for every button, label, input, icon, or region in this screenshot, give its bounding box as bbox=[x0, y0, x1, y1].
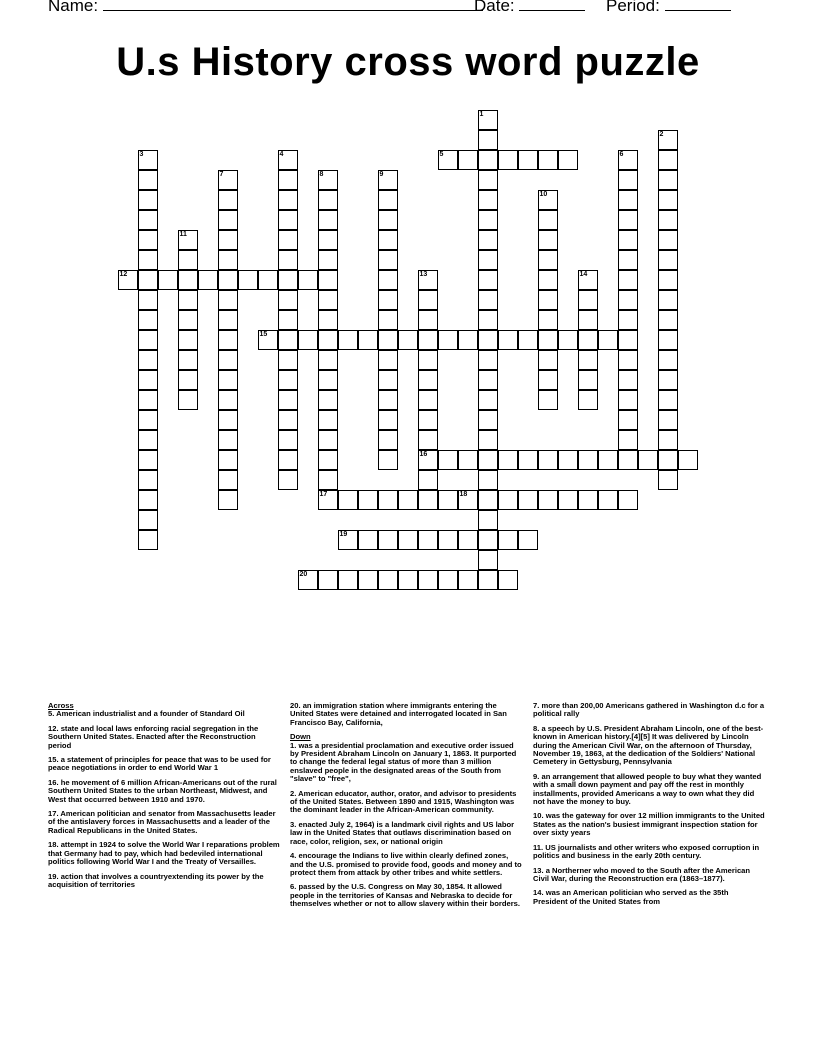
grid-cell[interactable] bbox=[518, 330, 538, 350]
grid-cell[interactable] bbox=[658, 430, 678, 450]
grid-cell[interactable] bbox=[378, 350, 398, 370]
grid-cell[interactable] bbox=[218, 270, 238, 290]
grid-cell[interactable] bbox=[138, 530, 158, 550]
grid-cell[interactable] bbox=[318, 430, 338, 450]
cell-number: 15 bbox=[259, 330, 268, 338]
grid-cell[interactable] bbox=[378, 330, 398, 350]
grid-cell[interactable] bbox=[318, 570, 338, 590]
clue-down-2: 2. American educator, author, orator, and advisor to presidents of the United States. Between 1890 and 1915, Washington was the dominant leader in the African-American community. bbox=[290, 788, 517, 815]
clue-across-15: 15. a statement of principles for peace that was to be used for peace negotiations in order to end World War 1 bbox=[48, 755, 271, 773]
grid-cell[interactable] bbox=[618, 390, 638, 410]
down-heading: Down bbox=[290, 732, 311, 742]
grid-cell[interactable] bbox=[618, 490, 638, 510]
grid-cell[interactable] bbox=[278, 330, 298, 350]
grid-cell[interactable] bbox=[218, 430, 238, 450]
clue-down-7: 7. more than 200,00 Americans gathered in Washington d.c for a political rally bbox=[533, 701, 765, 719]
grid-cell[interactable] bbox=[478, 430, 498, 450]
grid-cell[interactable] bbox=[198, 270, 218, 290]
cell-number: 16 bbox=[419, 450, 428, 458]
grid-cell[interactable] bbox=[138, 190, 158, 210]
grid-cell[interactable] bbox=[478, 530, 498, 550]
grid-cell[interactable] bbox=[658, 230, 678, 250]
cell-number: 17 bbox=[319, 490, 328, 498]
grid-cell[interactable] bbox=[478, 470, 498, 490]
grid-cell[interactable] bbox=[138, 490, 158, 510]
grid-cell[interactable] bbox=[538, 450, 558, 470]
grid-cell[interactable] bbox=[138, 150, 158, 170]
grid-cell[interactable] bbox=[618, 350, 638, 370]
grid-cell[interactable] bbox=[478, 290, 498, 310]
grid-cell[interactable] bbox=[478, 450, 498, 470]
grid-cell[interactable] bbox=[418, 290, 438, 310]
grid-cell[interactable] bbox=[438, 530, 458, 550]
grid-cell[interactable] bbox=[658, 450, 678, 470]
grid-cell[interactable] bbox=[438, 450, 458, 470]
grid-cell[interactable] bbox=[378, 190, 398, 210]
grid-cell[interactable] bbox=[138, 210, 158, 230]
grid-cell[interactable] bbox=[218, 450, 238, 470]
grid-cell[interactable] bbox=[278, 230, 298, 250]
name-label: Name: bbox=[48, 0, 99, 15]
grid-cell[interactable] bbox=[378, 490, 398, 510]
grid-cell[interactable] bbox=[138, 370, 158, 390]
cell-number: 7 bbox=[219, 170, 224, 178]
grid-cell[interactable] bbox=[598, 330, 618, 350]
grid-cell[interactable] bbox=[218, 250, 238, 270]
grid-cell[interactable] bbox=[118, 270, 138, 290]
grid-cell[interactable] bbox=[478, 390, 498, 410]
grid-cell[interactable] bbox=[558, 330, 578, 350]
grid-cell[interactable] bbox=[658, 210, 678, 230]
grid-cell[interactable] bbox=[478, 170, 498, 190]
grid-cell[interactable] bbox=[438, 150, 458, 170]
grid-cell[interactable] bbox=[218, 210, 238, 230]
grid-cell[interactable] bbox=[658, 170, 678, 190]
grid-cell[interactable] bbox=[538, 490, 558, 510]
grid-cell[interactable] bbox=[658, 350, 678, 370]
grid-cell[interactable] bbox=[618, 410, 638, 430]
date-label: Date: bbox=[474, 0, 515, 15]
clue-down-11: 11. US journalists and other writers who exposed corruption in politics and business in the early 20th century. bbox=[533, 842, 760, 861]
clue-across-18: 18. attempt in 1924 to solve the World War I reparations problem that Germany had to pay, which had bedeviled international politics following World War I and the Treaty of Versailles. bbox=[48, 840, 280, 867]
grid-cell[interactable] bbox=[318, 210, 338, 230]
grid-cell[interactable] bbox=[138, 170, 158, 190]
grid-cell[interactable] bbox=[618, 210, 638, 230]
grid-cell[interactable] bbox=[278, 390, 298, 410]
cell-number: 19 bbox=[339, 530, 348, 538]
grid-cell[interactable] bbox=[518, 450, 538, 470]
grid-cell[interactable] bbox=[278, 470, 298, 490]
grid-cell[interactable] bbox=[498, 330, 518, 350]
grid-cell[interactable] bbox=[478, 150, 498, 170]
grid-cell[interactable] bbox=[138, 450, 158, 470]
grid-cell[interactable] bbox=[378, 290, 398, 310]
grid-cell[interactable] bbox=[318, 490, 338, 510]
grid-cell[interactable] bbox=[358, 530, 378, 550]
grid-cell[interactable] bbox=[478, 230, 498, 250]
grid-cell[interactable] bbox=[498, 490, 518, 510]
grid-cell[interactable] bbox=[538, 310, 558, 330]
grid-cell[interactable] bbox=[218, 410, 238, 430]
clue-down-14: 14. was an American politician who served as the 35th President of the United States from bbox=[533, 888, 729, 906]
cell-number: 4 bbox=[279, 150, 284, 158]
grid-cell[interactable] bbox=[658, 130, 678, 150]
grid-cell[interactable] bbox=[618, 330, 638, 350]
grid-cell[interactable] bbox=[178, 330, 198, 350]
grid-cell[interactable] bbox=[378, 410, 398, 430]
grid-cell[interactable] bbox=[658, 470, 678, 490]
grid-cell[interactable] bbox=[138, 310, 158, 330]
grid-cell[interactable] bbox=[618, 450, 638, 470]
grid-cell[interactable] bbox=[418, 430, 438, 450]
grid-cell[interactable] bbox=[238, 270, 258, 290]
grid-cell[interactable] bbox=[178, 350, 198, 370]
grid-cell[interactable] bbox=[678, 450, 698, 470]
grid-cell[interactable] bbox=[418, 490, 438, 510]
grid-cell[interactable] bbox=[478, 330, 498, 350]
page-title: U.s History cross word puzzle bbox=[116, 40, 700, 84]
grid-cell[interactable] bbox=[418, 330, 438, 350]
cell-number: 12 bbox=[119, 270, 128, 278]
grid-cell[interactable] bbox=[378, 370, 398, 390]
clue-down-4: 4. encourage the Indians to live within clearly defined zones, and the U.S. promised to provide food, goods and money and to protect them from attack by other tribes and white settlers. bbox=[290, 851, 522, 877]
cell-number: 6 bbox=[619, 150, 624, 158]
grid-cell[interactable] bbox=[578, 330, 598, 350]
grid-cell[interactable] bbox=[378, 390, 398, 410]
grid-cell[interactable] bbox=[318, 410, 338, 430]
grid-cell[interactable] bbox=[298, 330, 318, 350]
grid-cell[interactable] bbox=[278, 270, 298, 290]
grid-cell[interactable] bbox=[598, 490, 618, 510]
grid-cell[interactable] bbox=[318, 330, 338, 350]
grid-cell[interactable] bbox=[658, 150, 678, 170]
grid-cell[interactable] bbox=[218, 370, 238, 390]
grid-cell[interactable] bbox=[178, 390, 198, 410]
grid-cell[interactable] bbox=[438, 570, 458, 590]
grid-cell[interactable] bbox=[378, 570, 398, 590]
grid-cell[interactable] bbox=[658, 270, 678, 290]
grid-cell[interactable] bbox=[318, 230, 338, 250]
grid-cell[interactable] bbox=[338, 530, 358, 550]
grid-cell[interactable] bbox=[318, 390, 338, 410]
grid-cell[interactable] bbox=[538, 330, 558, 350]
grid-cell[interactable] bbox=[478, 110, 498, 130]
grid-cell[interactable] bbox=[278, 350, 298, 370]
cell-number: 1 bbox=[479, 110, 484, 118]
grid-cell[interactable] bbox=[378, 450, 398, 470]
grid-cell[interactable] bbox=[478, 370, 498, 390]
grid-cell[interactable] bbox=[478, 350, 498, 370]
grid-cell[interactable] bbox=[178, 310, 198, 330]
grid-cell[interactable] bbox=[538, 290, 558, 310]
clue-column-1 bbox=[48, 702, 280, 895]
grid-cell[interactable] bbox=[378, 170, 398, 190]
grid-cell[interactable] bbox=[438, 330, 458, 350]
grid-cell[interactable] bbox=[618, 270, 638, 290]
grid-cell[interactable] bbox=[318, 270, 338, 290]
grid-cell[interactable] bbox=[258, 330, 278, 350]
grid-cell[interactable] bbox=[538, 350, 558, 370]
grid-cell[interactable] bbox=[658, 190, 678, 210]
grid-cell[interactable] bbox=[378, 210, 398, 230]
grid-cell[interactable] bbox=[518, 150, 538, 170]
clue-down-6: 6. passed by the U.S. Congress on May 30, 1854. It allowed people in the territories of Kansas and Nebraska to decide for themselves whether or not to allow slavery within their borders. bbox=[290, 882, 520, 909]
grid-cell[interactable] bbox=[658, 370, 678, 390]
cell-number: 13 bbox=[419, 270, 428, 278]
grid-cell[interactable] bbox=[478, 510, 498, 530]
grid-cell[interactable] bbox=[618, 190, 638, 210]
period-label: Period: bbox=[606, 0, 660, 15]
clue-across-12: 12. state and local laws enforcing racial segregation in the Southern United States. Enacted after the Reconstruction period bbox=[48, 723, 259, 750]
grid-cell[interactable] bbox=[618, 430, 638, 450]
grid-cell[interactable] bbox=[498, 530, 518, 550]
grid-cell[interactable] bbox=[478, 130, 498, 150]
grid-cell[interactable] bbox=[218, 310, 238, 330]
grid-cell[interactable] bbox=[418, 570, 438, 590]
grid-cell[interactable] bbox=[578, 310, 598, 330]
grid-cell[interactable] bbox=[658, 290, 678, 310]
grid-cell[interactable] bbox=[538, 150, 558, 170]
grid-cell[interactable] bbox=[478, 250, 498, 270]
grid-cell[interactable] bbox=[218, 470, 238, 490]
grid-cell[interactable] bbox=[478, 270, 498, 290]
grid-cell[interactable] bbox=[398, 490, 418, 510]
grid-cell[interactable] bbox=[418, 310, 438, 330]
cell-number: 11 bbox=[179, 230, 187, 238]
grid-cell[interactable] bbox=[478, 190, 498, 210]
grid-cell[interactable] bbox=[478, 550, 498, 570]
grid-cell[interactable] bbox=[558, 150, 578, 170]
grid-cell[interactable] bbox=[278, 150, 298, 170]
grid-cell[interactable] bbox=[178, 250, 198, 270]
grid-cell[interactable] bbox=[538, 370, 558, 390]
grid-cell[interactable] bbox=[618, 250, 638, 270]
grid-cell[interactable] bbox=[278, 410, 298, 430]
cell-number: 10 bbox=[539, 190, 548, 198]
grid-cell[interactable] bbox=[458, 450, 478, 470]
grid-cell[interactable] bbox=[218, 350, 238, 370]
grid-cell[interactable] bbox=[618, 150, 638, 170]
grid-cell[interactable] bbox=[178, 230, 198, 250]
grid-cell[interactable] bbox=[418, 370, 438, 390]
grid-cell[interactable] bbox=[218, 490, 238, 510]
grid-cell[interactable] bbox=[298, 570, 318, 590]
grid-cell[interactable] bbox=[218, 170, 238, 190]
grid-cell[interactable] bbox=[278, 290, 298, 310]
grid-cell[interactable] bbox=[618, 290, 638, 310]
clue-across-19: 19. action that involves a countryextending its power by the acquisition of territories bbox=[48, 871, 264, 889]
grid-cell[interactable] bbox=[478, 310, 498, 330]
grid-cell[interactable] bbox=[578, 350, 598, 370]
grid-cell[interactable] bbox=[278, 430, 298, 450]
cell-number: 18 bbox=[459, 490, 468, 498]
grid-cell[interactable] bbox=[318, 310, 338, 330]
grid-cell[interactable] bbox=[418, 530, 438, 550]
grid-cell[interactable] bbox=[258, 270, 278, 290]
grid-cell[interactable] bbox=[418, 270, 438, 290]
grid-cell[interactable] bbox=[658, 250, 678, 270]
grid-cell[interactable] bbox=[218, 190, 238, 210]
grid-cell[interactable] bbox=[618, 170, 638, 190]
grid-cell[interactable] bbox=[638, 450, 658, 470]
grid-cell[interactable] bbox=[358, 330, 378, 350]
grid-cell[interactable] bbox=[358, 570, 378, 590]
grid-cell[interactable] bbox=[338, 570, 358, 590]
grid-cell[interactable] bbox=[318, 350, 338, 370]
grid-cell[interactable] bbox=[498, 450, 518, 470]
grid-cell[interactable] bbox=[518, 490, 538, 510]
grid-cell[interactable] bbox=[458, 530, 478, 550]
grid-cell[interactable] bbox=[318, 450, 338, 470]
clue-down-13: 13. a Northerner who moved to the South after the American Civil War, during the Reconstruction era (1863–1877). bbox=[533, 865, 751, 883]
grid-cell[interactable] bbox=[138, 350, 158, 370]
clue-across-20: 20. an immigration station where immigrants entering the United States were detained and interrogated located in San Francisco Bay, California, bbox=[290, 701, 507, 727]
grid-cell[interactable] bbox=[138, 430, 158, 450]
grid-cell[interactable] bbox=[458, 570, 478, 590]
grid-cell[interactable] bbox=[218, 330, 238, 350]
grid-cell[interactable] bbox=[398, 330, 418, 350]
grid-cell[interactable] bbox=[658, 330, 678, 350]
grid-cell[interactable] bbox=[658, 310, 678, 330]
grid-cell[interactable] bbox=[478, 410, 498, 430]
clue-across-5: 5. American industrialist and a founder of Standard Oil bbox=[48, 709, 245, 719]
grid-cell[interactable] bbox=[318, 370, 338, 390]
grid-cell[interactable] bbox=[518, 530, 538, 550]
grid-cell[interactable] bbox=[178, 270, 198, 290]
clue-across-16: 16. he movement of 6 million African-Americans out of the rural Southern United States to the urban Northeast, Midwest, and West that occurred between 1910 and 1970. bbox=[48, 777, 277, 804]
cell-number: 5 bbox=[439, 150, 444, 158]
grid-cell[interactable] bbox=[478, 490, 498, 510]
grid-cell[interactable] bbox=[458, 150, 478, 170]
grid-cell[interactable] bbox=[278, 370, 298, 390]
clue-across-17: 17. American politician and senator from Massachusetts leader of the antislavery forces in Massachusetts and a leader of the Radical Republicans in the United States. bbox=[48, 809, 276, 835]
grid-cell[interactable] bbox=[218, 230, 238, 250]
grid-cell[interactable] bbox=[138, 270, 158, 290]
grid-cell[interactable] bbox=[378, 430, 398, 450]
cell-number: 14 bbox=[579, 270, 588, 278]
grid-cell[interactable] bbox=[418, 410, 438, 430]
grid-cell[interactable] bbox=[218, 290, 238, 310]
clue-column-2 bbox=[290, 702, 522, 915]
grid-cell[interactable] bbox=[458, 330, 478, 350]
cell-number: 3 bbox=[139, 150, 144, 158]
grid-cell[interactable] bbox=[158, 270, 178, 290]
grid-cell[interactable] bbox=[378, 310, 398, 330]
grid-cell[interactable] bbox=[498, 150, 518, 170]
grid-cell[interactable] bbox=[418, 350, 438, 370]
grid-cell[interactable] bbox=[578, 370, 598, 390]
grid-cell[interactable] bbox=[318, 170, 338, 190]
grid-cell[interactable] bbox=[278, 310, 298, 330]
cell-number: 8 bbox=[319, 170, 324, 178]
grid-cell[interactable] bbox=[278, 450, 298, 470]
grid-cell[interactable] bbox=[138, 290, 158, 310]
grid-cell[interactable] bbox=[378, 230, 398, 250]
grid-cell[interactable] bbox=[658, 390, 678, 410]
grid-cell[interactable] bbox=[658, 410, 678, 430]
grid-cell[interactable] bbox=[338, 490, 358, 510]
grid-cell[interactable] bbox=[538, 210, 558, 230]
grid-cell[interactable] bbox=[318, 470, 338, 490]
grid-cell[interactable] bbox=[358, 490, 378, 510]
grid-cell[interactable] bbox=[538, 250, 558, 270]
grid-cell[interactable] bbox=[278, 190, 298, 210]
across-heading: Across bbox=[48, 701, 74, 710]
clue-column-3 bbox=[533, 702, 765, 912]
grid-cell[interactable] bbox=[318, 290, 338, 310]
grid-cell[interactable] bbox=[418, 450, 438, 470]
grid-cell[interactable] bbox=[398, 530, 418, 550]
grid-cell[interactable] bbox=[398, 570, 418, 590]
grid-cell[interactable] bbox=[278, 170, 298, 190]
grid-cell[interactable] bbox=[138, 390, 158, 410]
grid-cell[interactable] bbox=[538, 190, 558, 210]
grid-cell[interactable] bbox=[438, 490, 458, 510]
grid-cell[interactable] bbox=[318, 250, 338, 270]
grid-cell[interactable] bbox=[498, 570, 518, 590]
grid-cell[interactable] bbox=[558, 490, 578, 510]
grid-cell[interactable] bbox=[138, 250, 158, 270]
clue-down-1: 1. was a presidential proclamation and executive order issued by President Abraham Lincoln on January 1, 1863. It purported to change the federal legal status of more than 3 million enslaved people in the designated areas of the South from "slave" to "free", bbox=[290, 740, 517, 784]
grid-cell[interactable] bbox=[578, 450, 598, 470]
grid-cell[interactable] bbox=[558, 450, 578, 470]
cell-number: 2 bbox=[659, 130, 664, 138]
grid-cell[interactable] bbox=[278, 210, 298, 230]
grid-cell[interactable] bbox=[138, 410, 158, 430]
grid-cell[interactable] bbox=[138, 330, 158, 350]
grid-cell[interactable] bbox=[378, 270, 398, 290]
grid-cell[interactable] bbox=[138, 510, 158, 530]
grid-cell[interactable] bbox=[578, 490, 598, 510]
grid-cell[interactable] bbox=[178, 370, 198, 390]
grid-cell[interactable] bbox=[578, 270, 598, 290]
grid-cell[interactable] bbox=[178, 290, 198, 310]
grid-cell[interactable] bbox=[278, 250, 298, 270]
grid-cell[interactable] bbox=[338, 330, 358, 350]
grid-cell[interactable] bbox=[578, 390, 598, 410]
grid-cell[interactable] bbox=[418, 390, 438, 410]
grid-cell[interactable] bbox=[138, 470, 158, 490]
clue-down-10: 10. was the gateway for over 12 million immigrants to the United States as the nation's busiest immigrant inspection station for over sixty years bbox=[533, 811, 765, 838]
grid-cell[interactable] bbox=[478, 570, 498, 590]
grid-cell[interactable] bbox=[298, 270, 318, 290]
grid-cell[interactable] bbox=[618, 370, 638, 390]
grid-cell[interactable] bbox=[218, 390, 238, 410]
grid-cell[interactable] bbox=[598, 450, 618, 470]
grid-cell[interactable] bbox=[138, 230, 158, 250]
grid-cell[interactable] bbox=[538, 230, 558, 250]
clue-down-3: 3. enacted July 2, 1964) is a landmark civil rights and US labor law in the United States that outlaws discrimination based on race, color, religion, sex, or national origin bbox=[290, 819, 515, 846]
clue-down-9: 9. an arrangement that allowed people to buy what they wanted with a small down payment and pay off the rest in monthly installments, provided Americans a way to own what they did not have the money to buy. bbox=[533, 771, 762, 807]
grid-cell[interactable] bbox=[618, 310, 638, 330]
cell-number: 20 bbox=[299, 570, 308, 578]
grid-cell[interactable] bbox=[618, 230, 638, 250]
grid-cell[interactable] bbox=[578, 290, 598, 310]
clue-down-8: 8. a speech by U.S. President Abraham Lincoln, one of the best-known in American history.[4][5] It was delivered by Lincoln during the American Civil War, on the afternoon of Thursday, November 19, 1863, at the dedication of the Soldiers' National Cemetery in Gettysburg, Pennsylvania bbox=[533, 723, 764, 767]
grid-cell[interactable] bbox=[378, 530, 398, 550]
grid-cell[interactable] bbox=[418, 470, 438, 490]
grid-cell[interactable] bbox=[538, 270, 558, 290]
grid-cell[interactable] bbox=[478, 210, 498, 230]
cell-number: 9 bbox=[379, 170, 384, 178]
grid-cell[interactable] bbox=[378, 250, 398, 270]
grid-cell[interactable] bbox=[538, 390, 558, 410]
grid-cell[interactable] bbox=[318, 190, 338, 210]
grid-cell[interactable] bbox=[458, 490, 478, 510]
